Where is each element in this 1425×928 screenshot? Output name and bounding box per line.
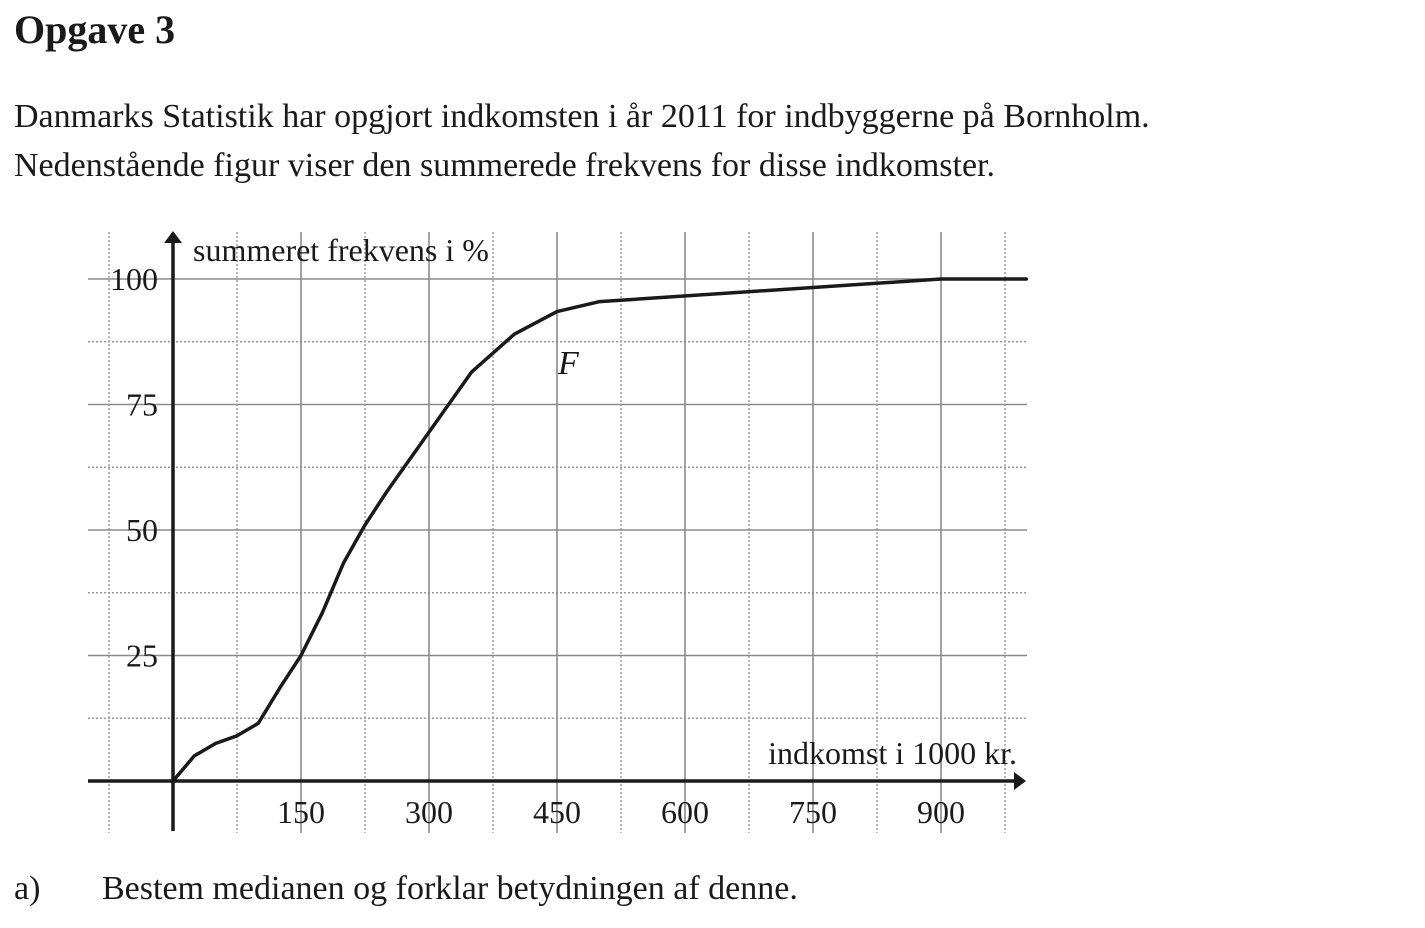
x-tick-label: 300 <box>405 794 453 830</box>
question-text: Bestem medianen og forklar betydningen af denne. <box>102 870 798 907</box>
x-tick-label: 750 <box>789 794 837 830</box>
y-axis-label: summeret frekvens i % <box>193 232 489 268</box>
y-tick-label: 50 <box>126 512 158 548</box>
exercise-title: Opgave 3 <box>14 7 176 52</box>
x-tick-label: 900 <box>917 794 965 830</box>
x-tick-label: 600 <box>661 794 709 830</box>
y-tick-label: 100 <box>110 261 158 297</box>
x-axis-arrowhead <box>1014 772 1026 790</box>
x-axis-label: indkomst i 1000 kr. <box>768 735 1017 771</box>
x-tick-label: 450 <box>533 794 581 830</box>
y-tick-label: 75 <box>126 386 158 423</box>
x-tick-label: 150 <box>277 794 325 830</box>
question-label: a) <box>14 870 41 907</box>
question-a <box>14 870 798 908</box>
intro-line-2: Nedenstående figur viser den summerede frekvens for disse indkomster. <box>14 147 995 184</box>
y-axis-arrowhead <box>164 231 182 243</box>
curve-label-f: F <box>558 345 579 382</box>
y-tick-label: 25 <box>126 637 158 674</box>
intro-line-1: Danmarks Statistik har opgjort indkomsten i år 2011 for indbyggerne på Bornholm. <box>14 98 1150 135</box>
